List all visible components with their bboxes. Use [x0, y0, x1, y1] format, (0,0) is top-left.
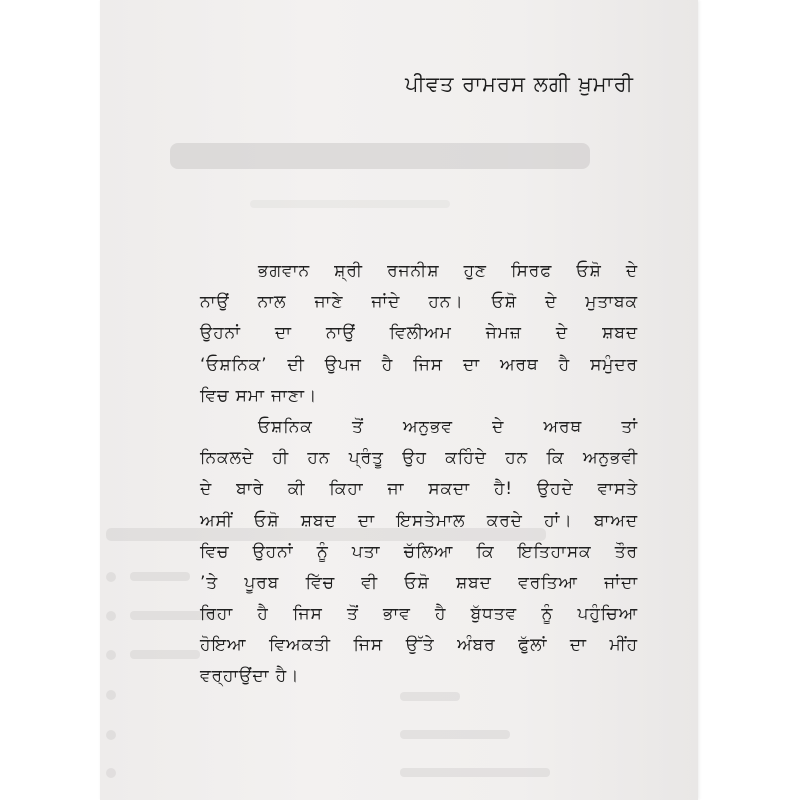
paragraph-1 — [200, 256, 638, 412]
paragraph-2 — [200, 412, 638, 693]
text-line: ਵਿਚ ਸਮਾ ਜਾਣਾ। — [200, 385, 318, 406]
chapter-title: ਪੀਵਤ ਰਾਮਰਸ ਲਗੀ ਖ਼ੁਮਾਰੀ — [405, 72, 634, 96]
text-line: ‘ਓਸ਼ਨਿਕ’ ਦੀ ਉਪਜ ਹੈ ਜਿਸ ਦਾ ਅਰਥ ਹੈ ਸਮੁੰਦਰ — [200, 354, 638, 375]
text-line: ਉਹਨਾਂ ਦਾ ਨਾਉਂ ਵਿਲੀਅਮ ਜੇਮਜ਼ ਦੇ ਸ਼ਬਦ — [200, 323, 638, 344]
book-page — [100, 0, 698, 800]
text-line: ਨਿਕਲਦੇ ਹੀ ਹਨ ਪ੍ਰੰਤੂ ਉਹ ਕਹਿੰਦੇ ਹਨ ਕਿ ਅਨੁਭਵੀ — [200, 448, 638, 469]
text-line: ਵਰ੍ਹਾਉਂਦਾ ਹੈ। — [200, 666, 300, 687]
text-line: ਵਿਚ ਉਹਨਾਂ ਨੂੰ ਪਤਾ ਚੱਲਿਆ ਕਿ ਇਤਿਹਾਸਕ ਤੌਰ — [200, 541, 638, 562]
text-line: ਓਸ਼ਨਿਕ ਤੋਂ ਅਨੁਭਵ ਦੇ ਅਰਥ ਤਾਂ — [258, 416, 638, 437]
text-line: ਅਸੀਂ ਓਸ਼ੋ ਸ਼ਬਦ ਦਾ ਇਸਤੇਮਾਲ ਕਰਦੇ ਹਾਂ। ਬਾਅਦ — [200, 510, 638, 531]
text-line: ਦੇ ਬਾਰੇ ਕੀ ਕਿਹਾ ਜਾ ਸਕਦਾ ਹੈ! ਉਹਦੇ ਵਾਸਤੇ — [200, 479, 638, 500]
text-line: ਹੋਇਆ ਵਿਅਕਤੀ ਜਿਸ ਉੱਤੇ ਅੰਬਰ ਫੁੱਲਾਂ ਦਾ ਮੀਂਹ — [200, 635, 638, 656]
text-line: ’ਤੇ ਪੂਰਬ ਵਿੱਚ ਵੀ ਓਸ਼ੋ ਸ਼ਬਦ ਵਰਤਿਆ ਜਾਂਦਾ — [200, 572, 638, 593]
text-line: ਨਾਉਂ ਨਾਲ ਜਾਣੇ ਜਾਂਦੇ ਹਨ। ਓਸ਼ੋ ਦੇ ਮੁਤਾਬਕ — [200, 292, 638, 313]
text-line: ਭਗਵਾਨ ਸ਼੍ਰੀ ਰਜਨੀਸ਼ ਹੁਣ ਸਿਰਫ ਓਸ਼ੋ ਦੇ — [258, 261, 638, 281]
body-text — [200, 256, 638, 693]
text-line: ਰਿਹਾ ਹੈ ਜਿਸ ਤੋਂ ਭਾਵ ਹੈ ਬੁੱਧਤਵ ਨੂੰ ਪਹੁੰਚਿਆ — [200, 604, 638, 625]
